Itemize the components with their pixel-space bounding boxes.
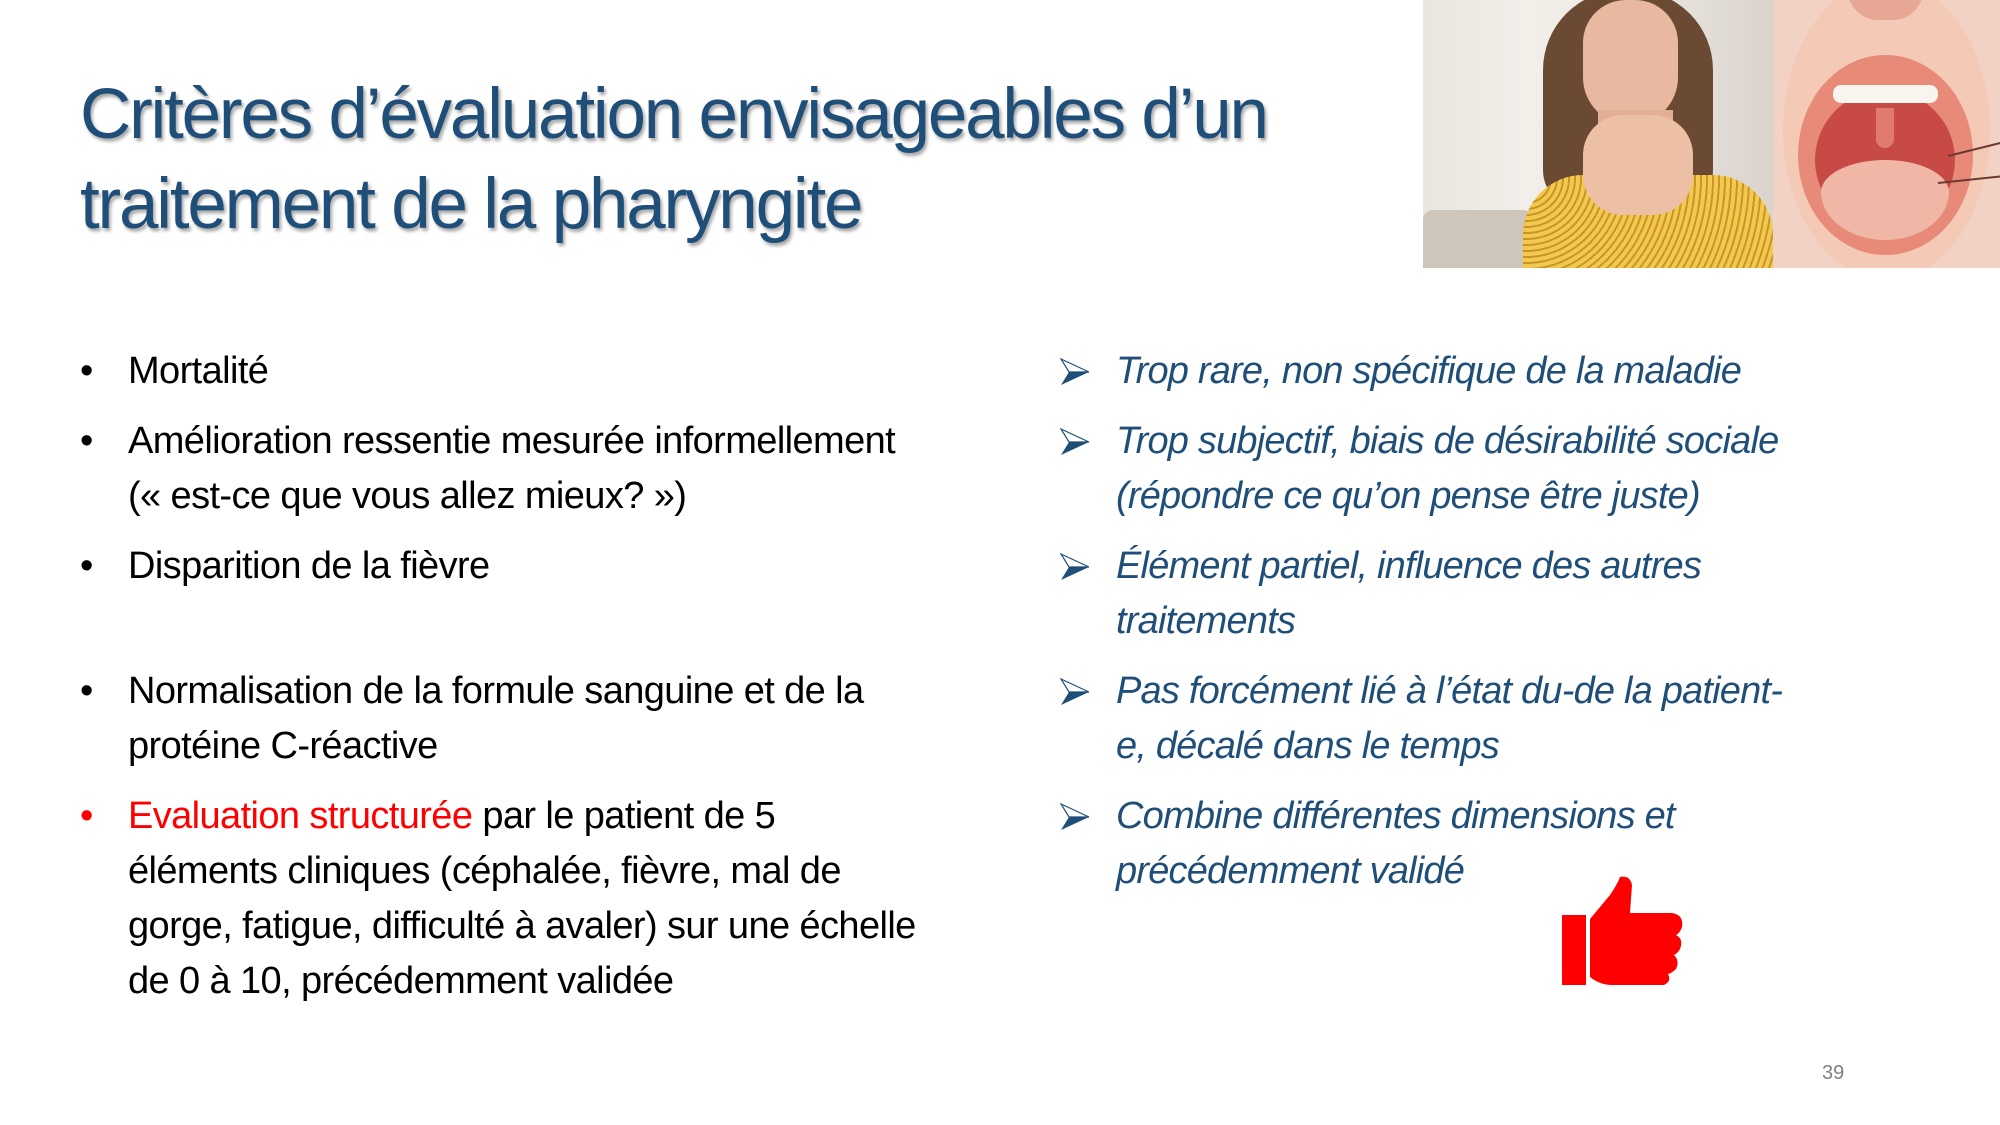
comment-text [1116,539,1701,649]
criterion-item-highlighted [80,789,916,1009]
arrow-bullet-icon [1060,344,1116,399]
comment-line: Élément partiel, influence des autres [1116,545,1702,587]
criterion-line: protéine C-réactive [128,725,438,767]
comment-line: e, décalé dans le temps [1116,725,1499,767]
comment-line: Trop subjectif, biais de désirabilité sociale [1116,420,1779,462]
arrow-bullet-icon [1060,664,1116,719]
comment-line: (répondre ce qu’on pense être juste) [1116,475,1700,517]
criterion-text [128,664,864,774]
criterion-line: gorge, fatigue, difficulté à avaler) sur une échelle [128,905,916,947]
comment-item [1060,539,1701,649]
comment-text [1116,414,1778,524]
criterion-text [128,789,916,1009]
woman-sore-throat-photo [1423,0,1773,268]
comment-line: précédemment validé [1116,850,1465,892]
comment-item [1060,664,1782,774]
criterion-line: Amélioration ressentie mesurée informellement [128,420,896,462]
bullet-icon: • [80,670,94,712]
slide-title [80,70,1420,250]
criterion-line: (« est-ce que vous allez mieux? ») [128,475,687,517]
thumbs-up-icon [1560,875,1690,987]
bullet-icon: • [80,350,94,392]
comment-line: Pas forcément lié à l’état du-de la patient- [1116,670,1783,712]
bullet-icon: • [80,795,94,837]
criterion-item [80,414,895,524]
criterion-text [128,414,895,524]
criterion-line: éléments cliniques (céphalée, fièvre, mal de [128,850,841,892]
criterion-item [80,539,490,594]
throat-illustration [1773,0,2000,268]
arrow-bullet-icon [1060,414,1116,469]
bullet-icon: • [80,420,94,462]
header-photos [1423,0,2000,268]
comment-line: traitements [1116,600,1296,642]
comment-item [1060,344,1741,399]
criterion-text: Mortalité [128,350,269,392]
comment-item [1060,414,1778,524]
criterion-line: Normalisation de la formule sanguine et de la [128,670,864,712]
criterion-item [80,664,864,774]
arrow-bullet-icon [1060,789,1116,844]
comment-line: Combine différentes dimensions et [1116,795,1675,837]
title-line-2: traitement de la pharyngite [80,165,862,244]
bullet-icon: • [80,545,94,587]
criterion-line: par le patient de 5 [472,795,776,837]
comment-text [1116,664,1782,774]
criterion-text: Disparition de la fièvre [128,545,490,587]
page-number: 39 [1822,1062,1845,1084]
comment-text: Trop rare, non spécifique de la maladie [1116,350,1742,392]
title-line-1: Critères d’évaluation envisageables d’un [80,75,1267,154]
criterion-line: de 0 à 10, précédemment validée [128,960,674,1002]
arrow-bullet-icon [1060,539,1116,594]
criterion-item [80,344,268,399]
highlight-text: Evaluation structurée [128,795,473,837]
